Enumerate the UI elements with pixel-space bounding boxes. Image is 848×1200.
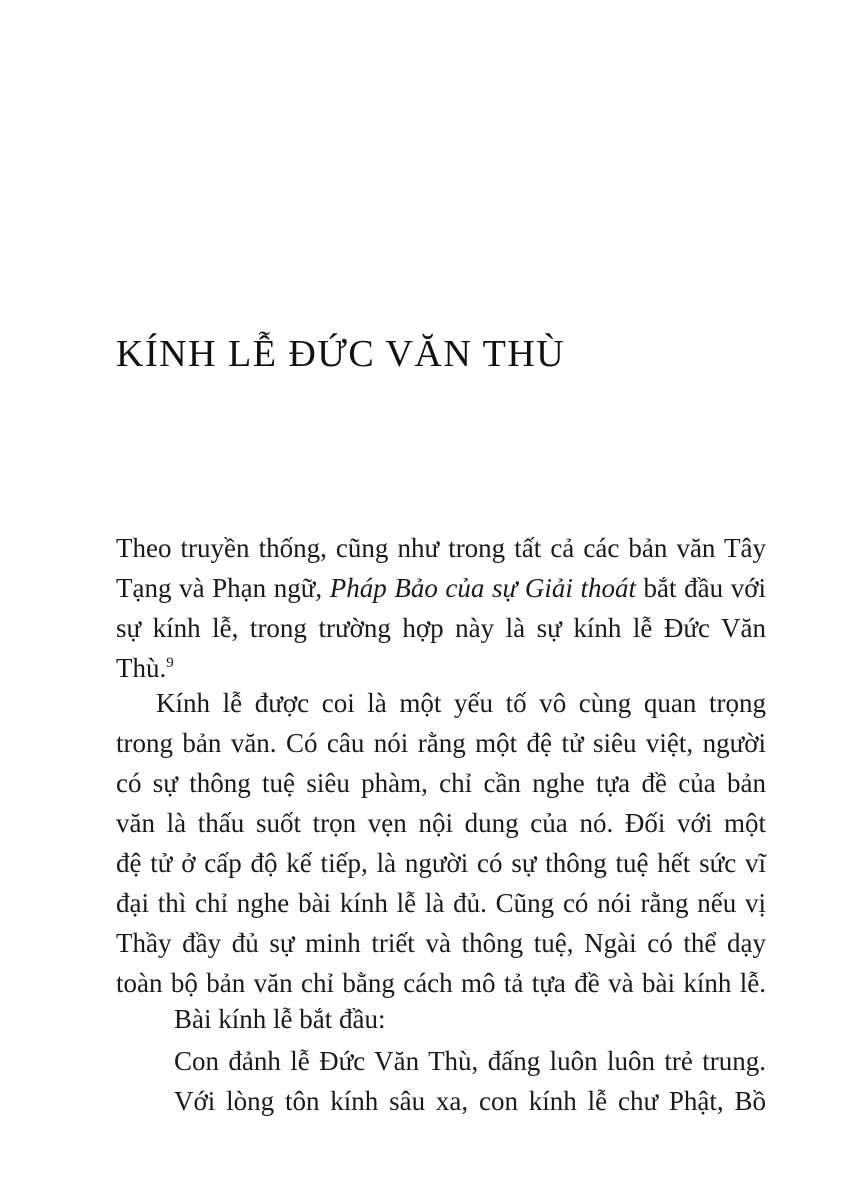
- verse-line: Con đảnh lễ Đức Văn Thù, đấng luôn luôn trẻ trung.: [174, 1046, 766, 1076]
- footnote-reference[interactable]: 9: [166, 655, 174, 671]
- paragraph-line: Kính lễ được coi là một yếu tố vô cùng quan trọng: [156, 688, 766, 718]
- paragraph-intro-line-1: Theo truyền thống, cũng như trong tất cả các bản văn Tây: [116, 533, 766, 563]
- homage-verse: [116, 1041, 766, 1121]
- paragraph-line: trong bản văn. Có câu nói rằng một đệ tử siêu việt, người: [116, 728, 766, 758]
- book-title-italic: Pháp Bảo của sự Giải thoát: [329, 573, 636, 603]
- chapter-title: KÍNH LỄ ĐỨC VĂN THÙ: [116, 333, 566, 375]
- verse-line: Với lòng tôn kính sâu xa, con kính lễ chư Phật, Bồ: [174, 1086, 766, 1116]
- paragraph-homage-importance: [116, 683, 766, 1003]
- paragraph-line: đại thì chỉ nghe bài kính lễ là đủ. Cũng có nói rằng nếu vị: [116, 888, 766, 918]
- paragraph-intro-line-3: sự kính lễ, trong trường hợp này là sự kính lễ Đức Văn: [116, 613, 766, 643]
- paragraph-intro: [116, 528, 766, 688]
- text-segment: bắt đầu với: [635, 573, 766, 603]
- paragraph-line: văn là thấu suốt trọn vẹn nội dung của nó. Đối với một: [116, 808, 766, 838]
- text-segment: Thù.: [116, 653, 167, 683]
- paragraph-line: Bài kính lễ bắt đầu:: [174, 1004, 386, 1034]
- paragraph-intro-line-2: [116, 568, 766, 608]
- paragraph-line: đệ tử ở cấp độ kế tiếp, là người có sự thông tuệ hết sức vĩ: [116, 848, 766, 878]
- paragraph-homage-begins: [116, 999, 766, 1039]
- paragraph-intro-line-4: [116, 648, 766, 688]
- paragraph-line: Thầy đầy đủ sự minh triết và thông tuệ, Ngài có thể dạy: [116, 928, 766, 958]
- text-segment: Tạng và Phạn ngữ,: [116, 573, 330, 603]
- paragraph-line: có sự thông tuệ siêu phàm, chỉ cần nghe tựa đề của bản: [116, 768, 766, 798]
- paragraph-line: toàn bộ bản văn chỉ bằng cách mô tả tựa đề và bài kính lễ.: [116, 968, 766, 998]
